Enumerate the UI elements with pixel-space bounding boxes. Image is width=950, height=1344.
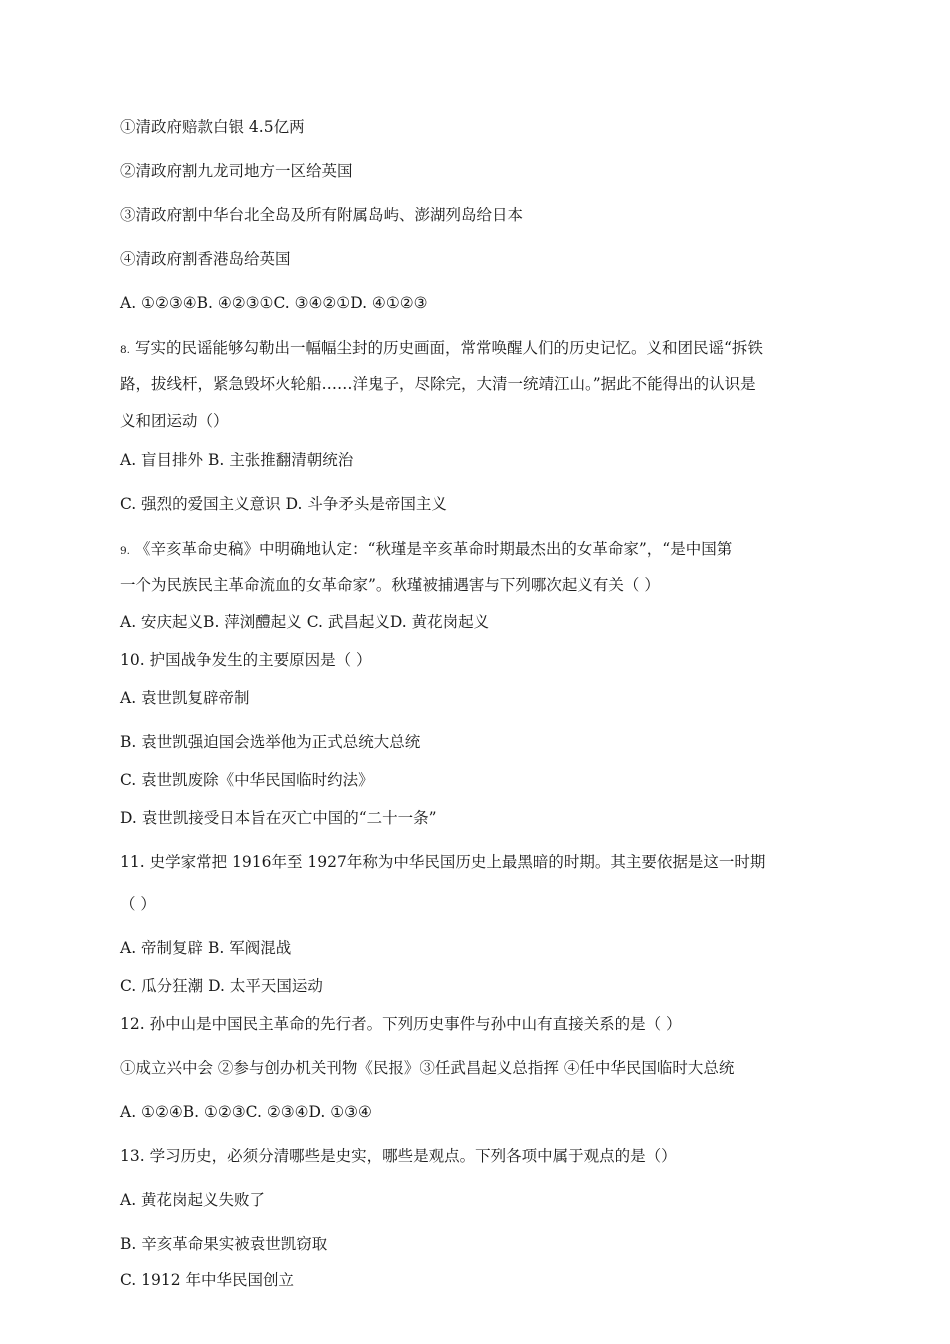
answer-choices: C. 强烈的爱国主义意识 D. 斗争矛头是帝国主义 xyxy=(120,495,447,513)
answer-choices: A. ①②③④B. ④②③①C. ③④②①D. ④①②③ xyxy=(120,294,428,312)
option-line: ③清政府割中华台北全岛及所有附属岛屿、澎湖列岛给日本 xyxy=(120,206,524,224)
question-9-line: 9. 《辛亥革命史稿》中明确地认定：“秋瑾是辛亥革命时期最杰出的女革命家”，“是中国第 xyxy=(120,540,733,558)
option-line: ②清政府割九龙司地方一区给英国 xyxy=(120,162,353,180)
answer-choices: A. 安庆起义B. 萍浏醴起义 C. 武昌起义D. 黄花岗起义 xyxy=(120,613,490,631)
question-11-line: 11. 史学家常把 1916年至 1927年称为中华民国历史上最黑暗的时期。其主要依据是这一时期 xyxy=(120,853,766,871)
answer-choice: D. 袁世凯接受日本旨在灭亡中国的“二十一条” xyxy=(120,809,437,827)
question-13-line: 13. 学习历史，必须分清哪些是史实，哪些是观点。下列各项中属于观点的是（） xyxy=(120,1147,677,1165)
question-8-line: 8. 写实的民谣能够勾勒出一幅幅尘封的历史画面，常常唤醒人们的历史记忆。义和团民谣“拆铁 xyxy=(120,339,763,357)
answer-choices: A. 盲目排外 B. 主张推翻清朝统治 xyxy=(120,451,354,469)
answer-choices: C. 瓜分狂潮 D. 太平天国运动 xyxy=(120,977,323,995)
question-12-line: ①成立兴中会 ②参与创办机关刊物《民报》③任武昌起义总指挥 ④任中华民国临时大总统 xyxy=(120,1059,735,1077)
question-8-line: 路，拔线杆，紧急毁坏火轮船……洋鬼子，尽除完，大清一统靖江山。”据此不能得出的认识是 xyxy=(120,375,756,393)
question-11-line: （ ） xyxy=(120,895,156,913)
question-number: 9. xyxy=(120,545,131,557)
answer-choice: A. 黄花岗起义失败了 xyxy=(120,1191,266,1209)
answer-choice: A. 袁世凯复辟帝制 xyxy=(120,689,250,707)
option-line: ④清政府割香港岛给英国 xyxy=(120,250,291,268)
answer-choices: A. 帝制复辟 B. 军阀混战 xyxy=(120,939,292,957)
question-9-line: 一个为民族民主革命流血的女革命家”。秋瑾被捕遇害与下列哪次起义有关（ ） xyxy=(120,576,660,594)
question-10-line: 10. 护国战争发生的主要原因是（ ） xyxy=(120,651,372,669)
answer-choice: B. 辛亥革命果实被袁世凯窃取 xyxy=(120,1235,328,1253)
answer-choice: C. 1912 年中华民国创立 xyxy=(120,1271,295,1289)
answer-choice: B. 袁世凯强迫国会选举他为正式总统大总统 xyxy=(120,733,421,751)
answer-choice: C. 袁世凯废除《中华民国临时约法》 xyxy=(120,771,374,789)
question-12-line: 12. 孙中山是中国民主革命的先行者。下列历史事件与孙中山有直接关系的是（ ） xyxy=(120,1015,682,1033)
question-8-line: 义和团运动（） xyxy=(120,412,229,430)
question-number: 8. xyxy=(120,344,131,356)
answer-choices: A. ①②④B. ①②③C. ②③④D. ①③④ xyxy=(120,1103,372,1121)
option-line: ①清政府赔款白银 4.5亿两 xyxy=(120,118,305,136)
